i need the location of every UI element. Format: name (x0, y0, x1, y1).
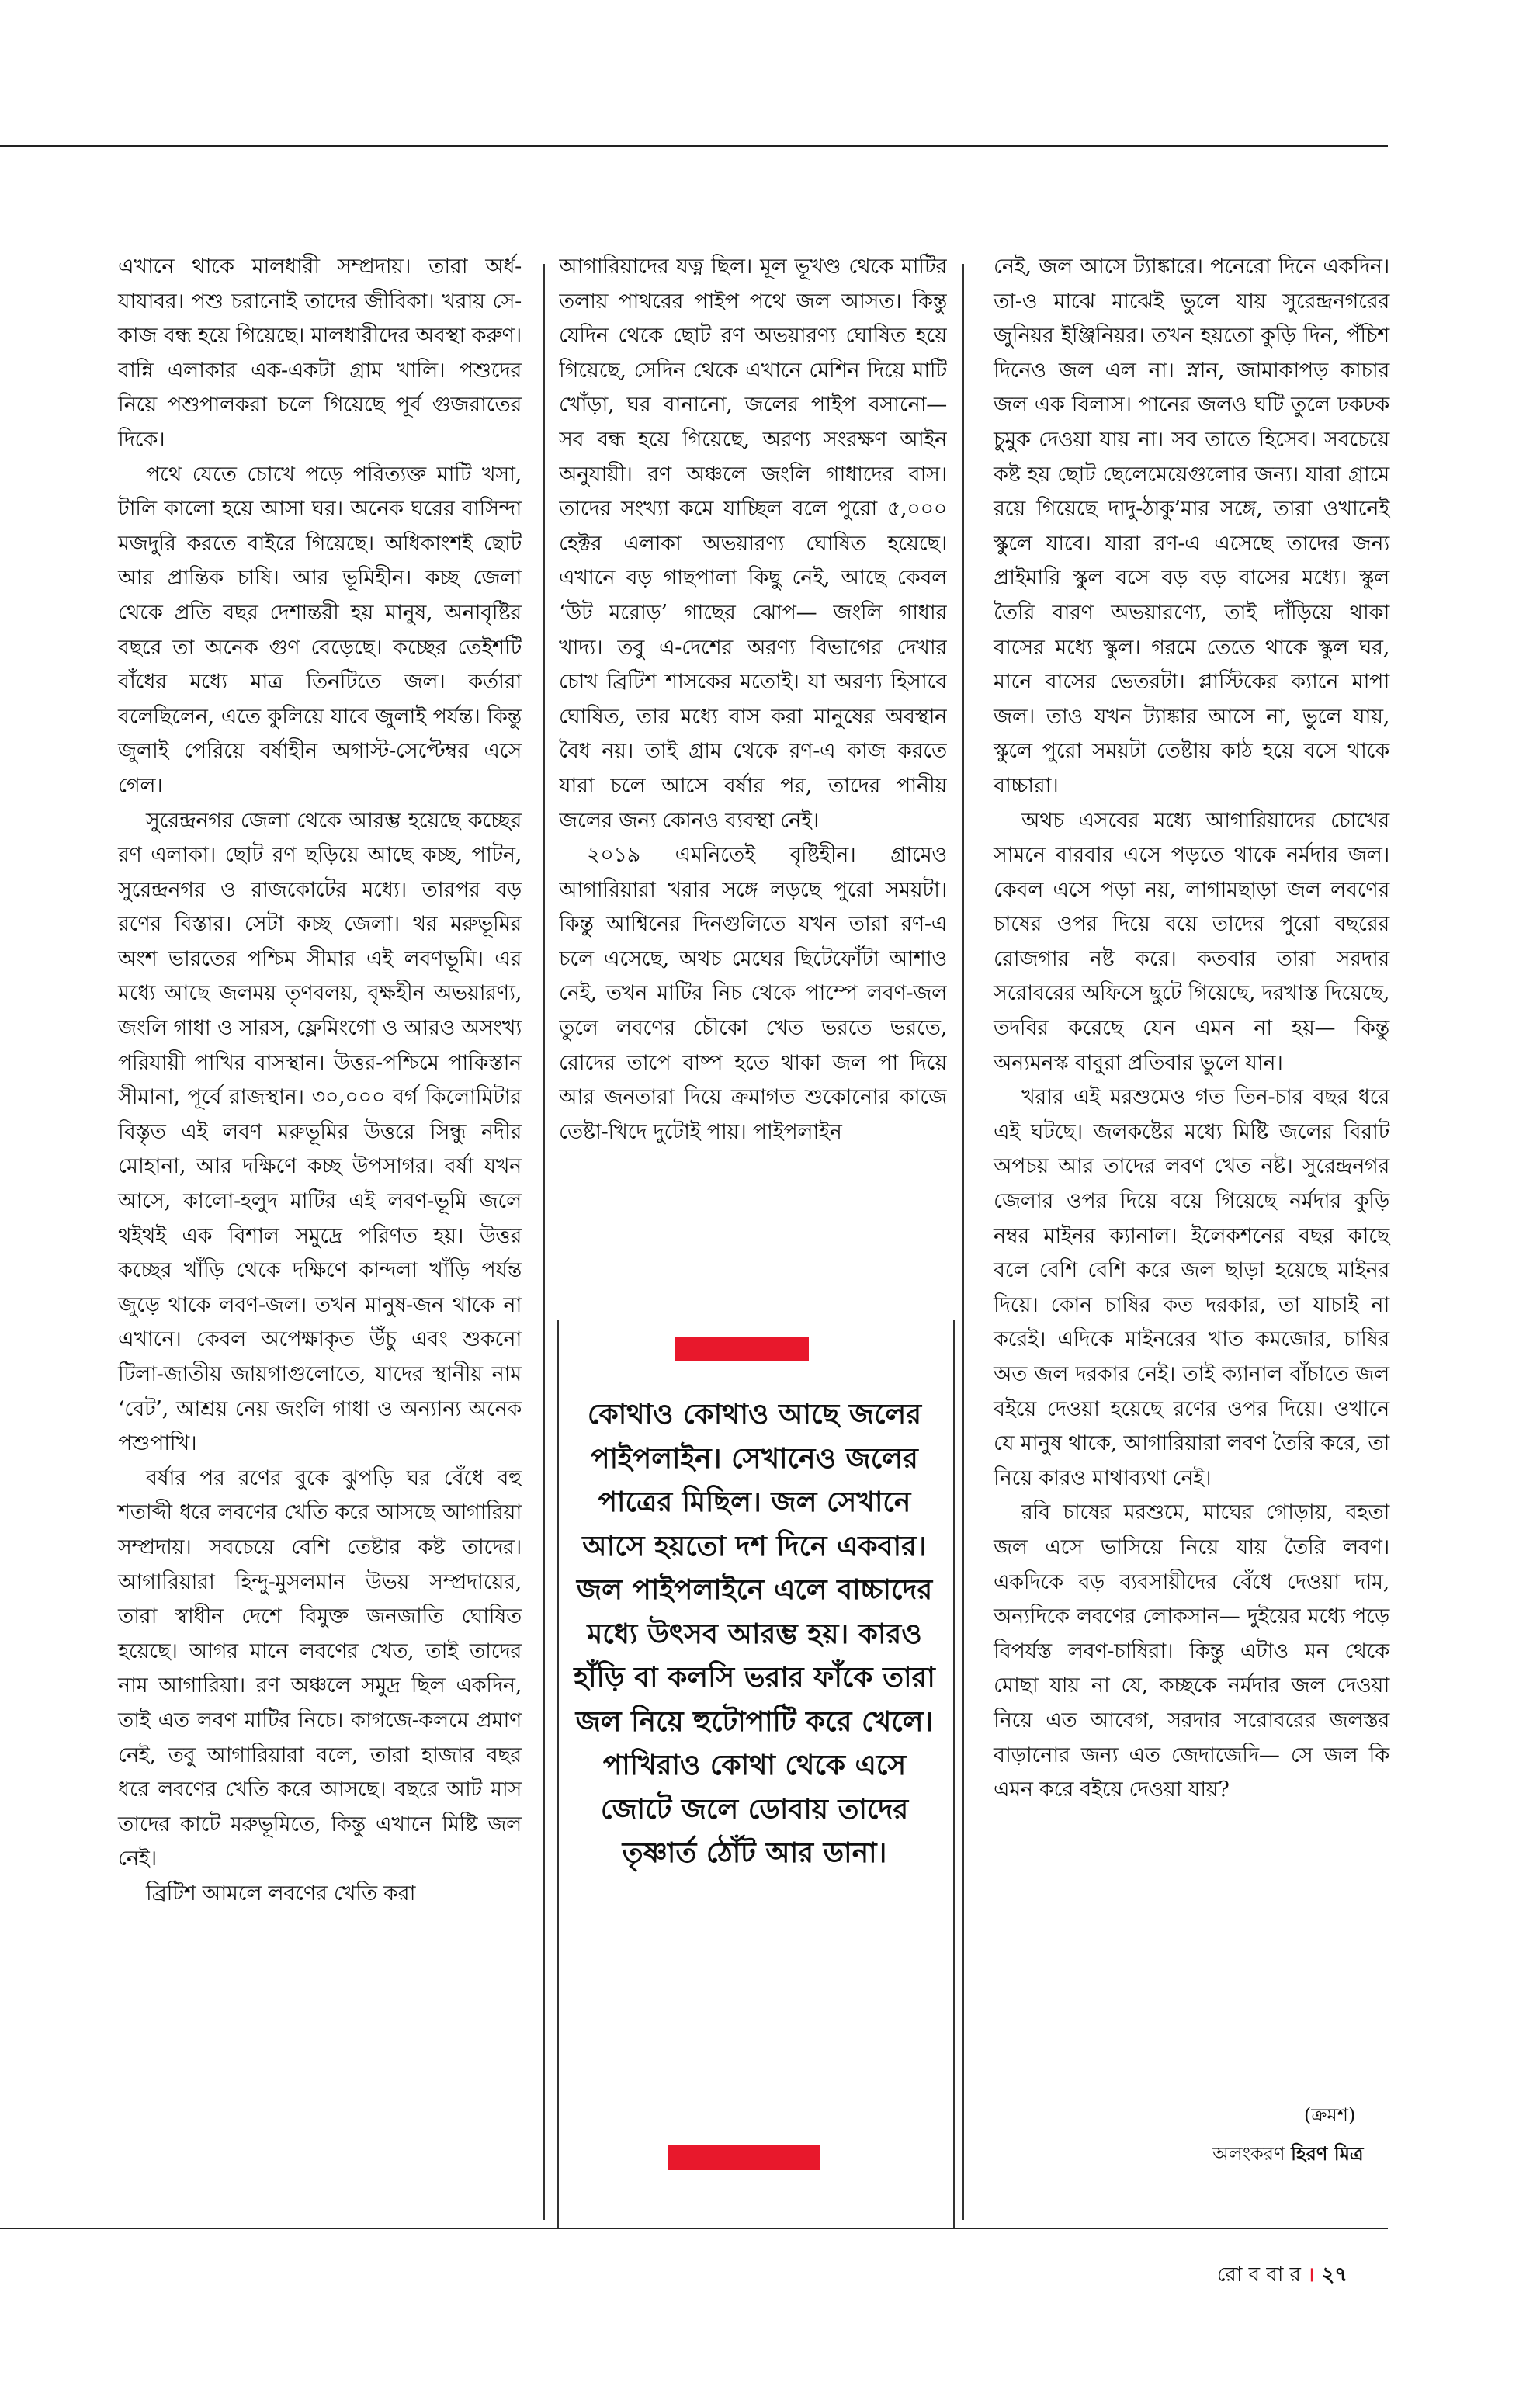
pull-quote-bottom-bar (668, 2145, 820, 2170)
paragraph: সুরেন্দ্রনগর জেলা থেকে আরম্ভ হয়েছে কচ্ছের রণ এলাকা। ছোট রণ ছড়িয়ে আছে কচ্ছ, পাটন, সুরেন্দ্রনগর ও রাজকোটের মধ্যে। তারপর বড় রণের বিস্তার। সেটা কচ্ছ জেলা। থর মরুভূমির অংশ ভারতের পশ্চিম সীমার এই লবণভূমি। এর মধ্যে আছে জলময় তৃণবলয়, বৃক্ষহীন অভয়ারণ্য, জংলি গাধা ও সারস, ফ্লেমিংগো ও আরও অসংখ্য পরিযায়ী পাখির বাসস্থান। উত্তর-পশ্চিমে পাকিস্তান সীমানা, পূর্বে রাজস্থান। ৩০,০০০ বর্গ কিলোমিটার বিস্তৃত এই লবণ মরুভূমির উত্তরে সিন্ধু নদীর মোহানা, আর দক্ষিণে কচ্ছ উপসাগর। বর্ষা যখন আসে, কালো-হলুদ মাটির এই লবণ-ভূমি জলে থইথই এক বিশাল সমুদ্রে পরিণত হয়। উত্তর কচ্ছের খাঁড়ি থেকে দক্ষিণে কান্দলা খাঁড়ি পর্যন্ত জুড়ে থাকে লবণ-জল। তখন মানুষ-জন থাকে না এখানে। কেবল অপেক্ষাকৃত উঁচু এবং শুকনো টিলা-জাতীয় জায়গাগুলোতে, যাদের স্থানীয় নাম ‘বেট’, আশ্রয় নেয় জংলি গাধা ও অন্যান্য অনেক পশুপাখি। (118, 808, 522, 1456)
article-column-1 (118, 250, 522, 1912)
paragraph: বর্ষার পর রণের বুকে ঝুপড়ি ঘর বেঁধে বহু শতাব্দী ধরে লবণের খেতি করে আসছে আগারিয়া সম্প্রদায়। সবচেয়ে বেশি তেষ্টার কষ্ট তাদের। আগারিয়ারা হিন্দু-মুসলমান উভয় সম্প্রদায়ের, তারা স্বাধীন দেশে বিমুক্ত জনজাতি ঘোষিত হয়েছে। আগর মানে লবণের খেত, তাই তাদের নাম আগারিয়া। রণ অঞ্চলে সমুদ্র ছিল একদিন, তাই এত লবণ মাটির নিচে। কাগজে-কলমে প্রমাণ নেই, তবু আগারিয়ারা বলে, তারা হাজার বছর ধরে লবণের খেতি করে আসছে। বছরে আট মাস তাদের কাটে মরুভূমিতে, কিন্তু এখানে মিষ্টি জল নেই। (118, 1465, 522, 1871)
paragraph: নেই, জল আসে ট্যাঙ্কারে। পনেরো দিনে একদিন। তা-ও মাঝে মাঝেই ভুলে যায় সুরেন্দ্রনগরের জুনিয়র ইঞ্জিনিয়র। তখন হয়তো কুড়ি দিন, পঁচিশ দিনেও জল এল না। স্নান, জামাকাপড় কাচার জল এক বিলাস। পানের জলও ঘটি তুলে ঢকঢক চুমুক দেওয়া যায় না। সব তাতে হিসেব। সবচেয়ে কষ্ট হয় ছোট ছেলেমেয়েগুলোর জন্য। যারা গ্রামে রয়ে গিয়েছে দাদু-ঠাকু’মার সঙ্গে, তারা ওখানেই স্কুলে যাবে। যারা রণ-এ এসেছে তাদের জন্য প্রাইমারি স্কুল বসে বড় বড় বাসের মধ্যে। স্কুল তৈরি বারণ অভয়ারণ্যে, তাই দাঁড়িয়ে থাকা বাসের মধ্যে স্কুল। গরমে তেতে থাকে স্কুল ঘর, মানে বাসের ভেতরটা। প্লাস্টিকের ক্যানে মাপা জল। তাও যখন ট্যাঙ্কার আসে না, ভুলে যায়, স্কুলে পুরো সময়টা তেষ্টায় কাঠ হয়ে বসে থাকে বাচ্চারা। (994, 255, 1389, 798)
illustration-credit (1212, 2140, 1364, 2171)
paragraph: খরার এই মরশুমেও গত তিন-চার বছর ধরে এই ঘটছে। জলকষ্টের মধ্যে মিষ্টি জলের বিরাট অপচয় আর তাদের লবণ খেত নষ্ট। সুরেন্দ্রনগর জেলার ওপর দিয়ে বয়ে গিয়েছে নর্মদার কুড়ি নম্বর মাইনর ক্যানাল। ইলেকশনের বছর কাছে বলে বেশি বেশি করে জল ছাড়া হয়েছে মাইনর দিয়ে। কোন চাষির কত দরকার, তা যাচাই না করেই। এদিকে মাইনরের খাত কমজোর, চাষির অত জল দরকার নেই। তাই ক্যানাল বাঁচাতে জল বইয়ে দেওয়া হয়েছে রণের ওপর দিয়ে। ওখানে যে মানুষ থাকে, আগারিয়ারা লবণ তৈরি করে, তা নিয়ে কারও মাথাব্যথা নেই। (994, 1085, 1389, 1490)
paragraph: পথে যেতে চোখে পড়ে পরিত্যক্ত মাটি খসা, টালি কালো হয়ে আসা ঘর। অনেক ঘরের বাসিন্দা মজদুরি করতে বাইরে গিয়েছে। অধিকাংশই ছোট আর প্রান্তিক চাষি। আর ভূমিহীন। কচ্ছ জেলা থেকে প্রতি বছর দেশান্তরী হয় মানুষ, অনাবৃষ্টির বছরে তা অনেক গুণ বেড়েছে। কচ্ছের তেইশটি বাঁধের মধ্যে মাত্র তিনটিতে জল। কর্তারা বলেছিলেন, এতে কুলিয়ে যাবে জুলাই পর্যন্ত। কিন্তু জুলাই পেরিয়ে বর্ষাহীন অগাস্ট-সেপ্টেম্বর এসে গেল। (118, 462, 522, 798)
magazine-name: রো ব বা র (1217, 2263, 1301, 2287)
article-column-3 (994, 250, 1389, 1808)
article-column-2 (559, 250, 947, 1290)
paragraph: এখানে থাকে মালধারী সম্প্রদায়। তারা অর্ধ-যাযাবর। পশু চরানোই তাদের জীবিকা। খরায় সে-কাজ বন্ধ হয়ে গিয়েছে। মালধারীদের অবস্থা করুণ। বান্নি এলাকার এক-একটা গ্রাম খালি। পশুদের নিয়ে পশুপালকরা চলে গিয়েছে পূর্ব গুজরাতের দিকে। (118, 255, 522, 452)
bottom-rule (0, 2228, 1388, 2229)
page-number: ২৭ (1321, 2263, 1348, 2287)
illustration-label: অলংকরণ (1212, 2143, 1285, 2165)
paragraph: রবি চাষের মরশুমে, মাঘের গোড়ায়, বহতা জল এসে ভাসিয়ে নিয়ে যায় তৈরি লবণ। একদিকে বড় ব্যবসায়ীদের বেঁধে দেওয়া দাম, অন্যদিকে লবণের লোকসান— দুইয়ের মধ্যে পড়ে বিপর্যস্ত লবণ-চাষিরা। কিন্তু এটাও মন থেকে মোছা যায় না যে, কচ্ছকে নর্মদার জল দেওয়া নিয়ে এত আবেগ, সরদার সরোবরের জলস্তর বাড়ানোর জন্য এত জেদাজেদি— সে জল কি এমন করে বইয়ে দেওয়া যায়? (994, 1500, 1389, 1802)
paragraph: আগারিয়াদের যত্ন ছিল। মূল ভূখণ্ড থেকে মাটির তলায় পাথরের পাইপ পথে জল আসত। কিন্তু যেদিন থেকে ছোট রণ অভয়ারণ্য ঘোষিত হয়ে গিয়েছে, সেদিন থেকে এখানে মেশিন দিয়ে মাটি খোঁড়া, ঘর বানানো, জলের পাইপ বসানো— সব বন্ধ হয়ে গিয়েছে, অরণ্য সংরক্ষণ আইন অনুযায়ী। রণ অঞ্চলে জংলি গাধাদের বাস। তাদের সংখ্যা কমে যাচ্ছিল বলে পুরো ৫,০০০ হেক্টর এলাকা অভয়ারণ্য ঘোষিত হয়েছে। এখানে বড় গাছপালা কিছু নেই, আছে কেবল ‘উট মরোড়’ গাছের ঝোপ— জংলি গাধার খাদ্য। তবু এ-দেশের অরণ্য বিভাগের দেখার চোখ ব্রিটিশ শাসকের মতোই। যা অরণ্য হিসাবে ঘোষিত, তার মধ্যে বাস করা মানুষের অবস্থান বৈধ নয়। তাই গ্রাম থেকে রণ-এ কাজ করতে যারা চলে আসে বর্ষার পর, তাদের পানীয় জলের জন্য কোনও ব্যবস্থা নেই। (559, 255, 947, 833)
pull-quote-top-bar (675, 1337, 809, 1361)
column-divider (543, 264, 545, 2220)
paragraph: অথচ এসবের মধ্যে আগারিয়াদের চোখের সামনে বারবার এসে পড়তে থাকে নর্মদার জল। কেবল এসে পড়া নয়, লাগামছাড়া জল লবণের চাষের ওপর দিয়ে বয়ে তাদের পুরো বছরের রোজগার নষ্ট করে। কতবার তারা সরদার সরোবরের অফিসে ছুটে গিয়েছে, দরখাস্ত দিয়েছে, তদবির করেছে যেন এমন না হয়— কিন্তু অন্যমনস্ক বাবুরা প্রতিবার ভুলে যান। (994, 808, 1389, 1075)
continued-marker: (ক্রমশ) (1304, 2104, 1356, 2126)
pull-quote: কোথাও কোথাও আছে জলের পাইপলাইন। সেখানেও জলের পাত্রের মিছিল। জল সেখানে আসে হয়তো দশ দিনে একবার। জল পাইপলাইনে এলে বাচ্চাদের মধ্যে উৎসব আরম্ভ হয়। কারও হাঁড়ি বা কলসি ভরার ফাঁকে তারা জল নিয়ে হুটোপাটি করে খেলে। পাখিরাও কোথা থেকে এসে জোটে জলে ডোবায় তাদের তৃষ্ণার্ত ঠোঁট আর ডানা। (574, 1399, 935, 1869)
footer-separator: । (1307, 2263, 1316, 2287)
paragraph: ২০১৯ এমনিতেই বৃষ্টিহীন। গ্রামেও আগারিয়ারা খরার সঙ্গে লড়ছে পুরো সময়টা। কিন্তু আশ্বিনের দিনগুলিতে যখন তারা রণ-এ চলে এসেছে, অথচ মেঘের ছিটেফোঁটা আশাও নেই, তখন মাটির নিচ থেকে পাম্পে লবণ-জল তুলে লবণের চৌকো খেত ভরতে ভরতে, রোদের তাপে বাষ্প হতে থাকা জল পা দিয়ে আর জনতারা দিয়ে ক্রমাগত শুকোনোর কাজে তেষ্টা-খিদে দুটোই পায়। পাইপলাইন (559, 843, 947, 1144)
top-rule (0, 145, 1388, 147)
column-divider (962, 264, 964, 2220)
paragraph: ব্রিটিশ আমলে লবণের খেতি করা (146, 1881, 416, 1906)
illustrator-name: হিরণ মিত্র (1291, 2142, 1364, 2165)
page-footer (1217, 2259, 1348, 2293)
